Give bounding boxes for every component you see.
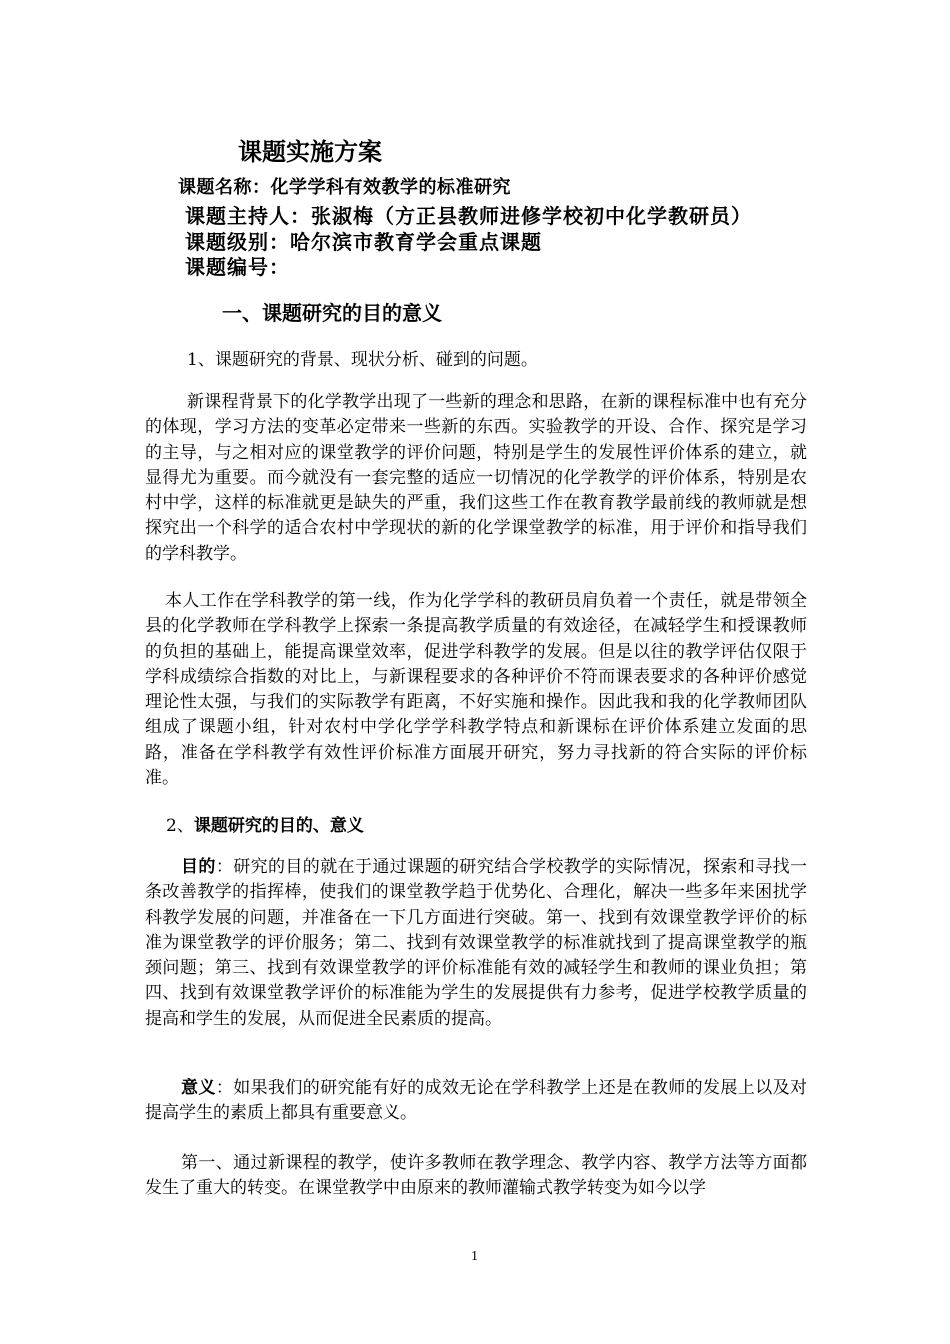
paragraph-first-point: 第一、通过新课程的教学，使许多教师在教学理念、教学内容、教学方法等方面都发生了重大的转变。在课堂教学中由原来的教师灌输式教学转变为如今以学 bbox=[145, 1153, 807, 1199]
subheading-number: 2、 bbox=[166, 816, 194, 836]
paragraph-author-role: 本人工作在学科教学的第一线，作为化学学科的教研员肩负着一个责任，就是带领全县的化学教师在学科教学上探索一条提高教学质量的有效途径，在减轻学生和授课教师的负担的基础上，能提高课堂效率，促进学科教学的发展。但是以往的教学评估仅限于学科成绩综合指数的对比上，与新课程要求的各种评价不符而课表要求的各种评价感觉理论性太强，与我们的实际教学有距离，不好实施和操作。因此我和我的化学教师团队组成了课题小组，针对农村中学化学学科教学特点和新课标在评价体系建立发面的思路，准备在学科教学有效性评价标准方面展开研究，努力寻找新的符合实际的评价标准。 bbox=[145, 591, 807, 789]
subheading-background: 1、课题研究的背景、现状分析、碰到的问题。 bbox=[187, 350, 538, 370]
section-heading-purpose: 一、课题研究的目的意义 bbox=[222, 301, 442, 325]
page-number: 1 bbox=[471, 1249, 478, 1264]
significance-body: ：如果我们的研究能有好的成效无论在学科教学上还是在教师的发展上以及对提高学生的素质上都具有重要意义。 bbox=[145, 1078, 808, 1124]
topic-name-line: 课题名称：化学学科有效教学的标准研究 bbox=[178, 177, 511, 198]
purpose-lead: 目的 bbox=[181, 857, 216, 877]
paragraph-purpose bbox=[145, 855, 807, 1032]
subheading-text: 课题研究的目的、意义 bbox=[193, 816, 364, 836]
subheading-purpose-significance bbox=[166, 811, 364, 836]
topic-level-line: 课题级别：哈尔滨市教育学会重点课题 bbox=[185, 230, 542, 254]
document-title: 课题实施方案 bbox=[238, 138, 382, 166]
topic-host-line: 课题主持人：张淑梅（方正县教师进修学校初中化学教研员） bbox=[185, 204, 752, 228]
purpose-body: ：研究的目的就在于通过课题的研究结合学校教学的实际情况，探索和寻找一条改善教学的指挥棒，使我们的课堂教学趋于优势化、合理化，解决一些多年来困扰学科教学发展的问题，并准备在一下几方面进行突破。第一、找到有效课堂教学评价的标准为课堂教学的评价服务；第二、找到有效课堂教学的标准就找到了提高课堂教学的瓶颈问题；第三、找到有效课堂教学的评价标准能有效的减轻学生和教师的课业负担；第四、找到有效课堂教学评价的标准能为学生的发展提供有力参考，促进学校教学质量的提高和学生的发展，从而促进全民素质的提高。 bbox=[145, 857, 808, 1029]
topic-number-line: 课题编号： bbox=[185, 255, 290, 279]
significance-lead: 意义 bbox=[181, 1078, 216, 1098]
paragraph-significance bbox=[145, 1076, 807, 1127]
paragraph-background: 新课程背景下的化学教学出现了一些新的理念和思路，在新的课程标准中也有充分的体现，学习方法的变革必定带来一些新的东西。实验教学的开设、合作、探究是学习的主导，与之相对应的课堂教学的评价问题，特别是学生的发展性评价体系的建立，就显得尤为重要。而今就没有一套完整的适应一切情况的化学教学的评价体系，特别是农村中学，这样的标准就更是缺失的严重，我们这些工作在教育教学最前线的教师就是想探究出一个科学的适合农村中学现状的新的化学课堂教学的标准，用于评价和指导我们的学科教学。 bbox=[145, 392, 807, 564]
